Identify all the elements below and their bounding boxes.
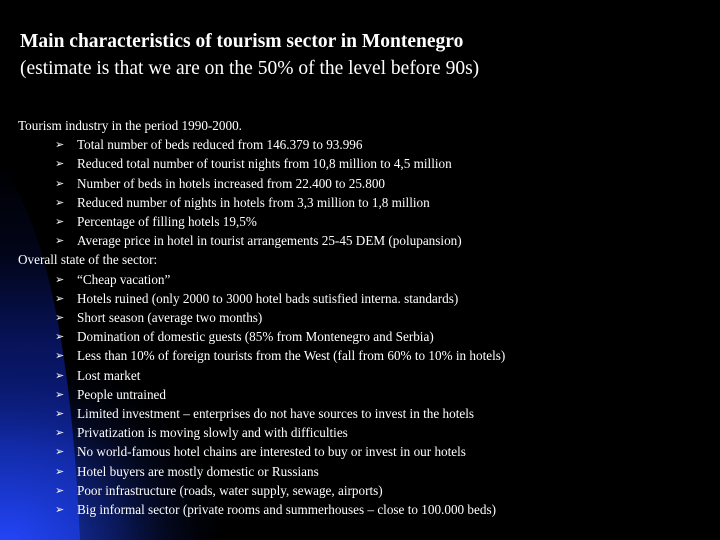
- list-item: [18, 212, 708, 231]
- list-item: [18, 385, 708, 404]
- arrow-right-icon: ➢: [55, 330, 65, 344]
- arrow-right-icon: ➢: [55, 215, 65, 229]
- list-item-text: Short season (average two months): [77, 310, 263, 326]
- list-item-text: Number of beds in hotels increased from 22.400 to 25.800: [77, 175, 386, 191]
- list-item-text: Limited investment – enterprises do not have sources to invest in the hotels: [77, 406, 475, 422]
- arrow-right-icon: ➢: [55, 503, 65, 517]
- list-item-text: Average price in hotel in tourist arrangements 25-45 DEM (polupansion): [77, 233, 462, 249]
- list-item-text: Domination of domestic guests (85% from Montenegro and Serbia): [77, 329, 434, 345]
- list-item-text: Poor infrastructure (roads, water supply, sewage, airports): [77, 482, 383, 498]
- list-item-text: Hotels ruined (only 2000 to 3000 hotel bads sutisfied interna. standards): [77, 290, 459, 306]
- title-line-2: (estimate is that we are on the 50% of the level before 90s): [20, 58, 480, 79]
- arrow-right-icon: ➢: [55, 426, 65, 440]
- arrow-right-icon: ➢: [55, 464, 65, 478]
- section-heading: Tourism industry in the period 1990-2000.: [18, 118, 242, 133]
- list-item-text: “Cheap vacation”: [77, 271, 171, 287]
- section-heading: Overall state of the sector:: [18, 252, 158, 268]
- arrow-right-icon: ➢: [55, 368, 65, 382]
- list-item-text: Total number of beds reduced from 146.379 to 93.996: [77, 137, 363, 153]
- list-item: [18, 423, 708, 442]
- list-item: [18, 270, 708, 289]
- list-item: [18, 346, 708, 365]
- list-item-text: Privatization is moving slowly and with difficulties: [77, 425, 348, 441]
- list-item: [18, 231, 708, 250]
- list-item-text: Less than 10% of foreign tourists from the West (fall from 60% to 10% in hotels): [77, 348, 506, 364]
- arrow-right-icon: ➢: [55, 272, 65, 286]
- arrow-right-icon: ➢: [55, 445, 65, 459]
- list-item-text: Lost market: [77, 367, 141, 383]
- list-item: [18, 174, 708, 193]
- arrow-right-icon: ➢: [55, 483, 65, 497]
- list-item: [18, 154, 708, 173]
- list-item-text: Reduced number of nights in hotels from 3,3 million to 1,8 million: [77, 194, 430, 210]
- arrow-right-icon: ➢: [55, 234, 65, 248]
- arrow-right-icon: ➢: [55, 176, 65, 190]
- arrow-right-icon: ➢: [55, 138, 65, 152]
- list-item-text: People untrained: [77, 386, 166, 402]
- slide-title: [20, 28, 710, 82]
- arrow-right-icon: ➢: [55, 311, 65, 325]
- list-item: [18, 500, 708, 519]
- list-item: [18, 289, 708, 308]
- title-line-1: Main characteristics of tourism sector in Montenegro: [20, 31, 464, 52]
- list-item: [18, 327, 708, 346]
- list-item-text: Reduced total number of tourist nights from 10,8 million to 4,5 million: [77, 156, 452, 172]
- list-item: [18, 193, 708, 212]
- list-item: [18, 404, 708, 423]
- list-item-text: Hotel buyers are mostly domestic or Russians: [77, 463, 319, 479]
- arrow-right-icon: ➢: [55, 387, 65, 401]
- arrow-right-icon: ➢: [55, 157, 65, 171]
- slide-body: [18, 116, 708, 519]
- list-item-text: No world-famous hotel chains are interested to buy or invest in our hotels: [77, 444, 466, 460]
- list-item: [18, 442, 708, 461]
- arrow-right-icon: ➢: [55, 407, 65, 421]
- list-item-text: Big informal sector (private rooms and summerhouses – close to 100.000 beds): [77, 502, 496, 518]
- list-item: [18, 308, 708, 327]
- arrow-right-icon: ➢: [55, 349, 65, 363]
- list-item: [18, 366, 708, 385]
- list-item: [18, 462, 708, 481]
- list-item: [18, 135, 708, 154]
- arrow-right-icon: ➢: [55, 291, 65, 305]
- list-item-text: Percentage of filling hotels 19,5%: [77, 214, 257, 230]
- arrow-right-icon: ➢: [55, 195, 65, 209]
- list-item: [18, 481, 708, 500]
